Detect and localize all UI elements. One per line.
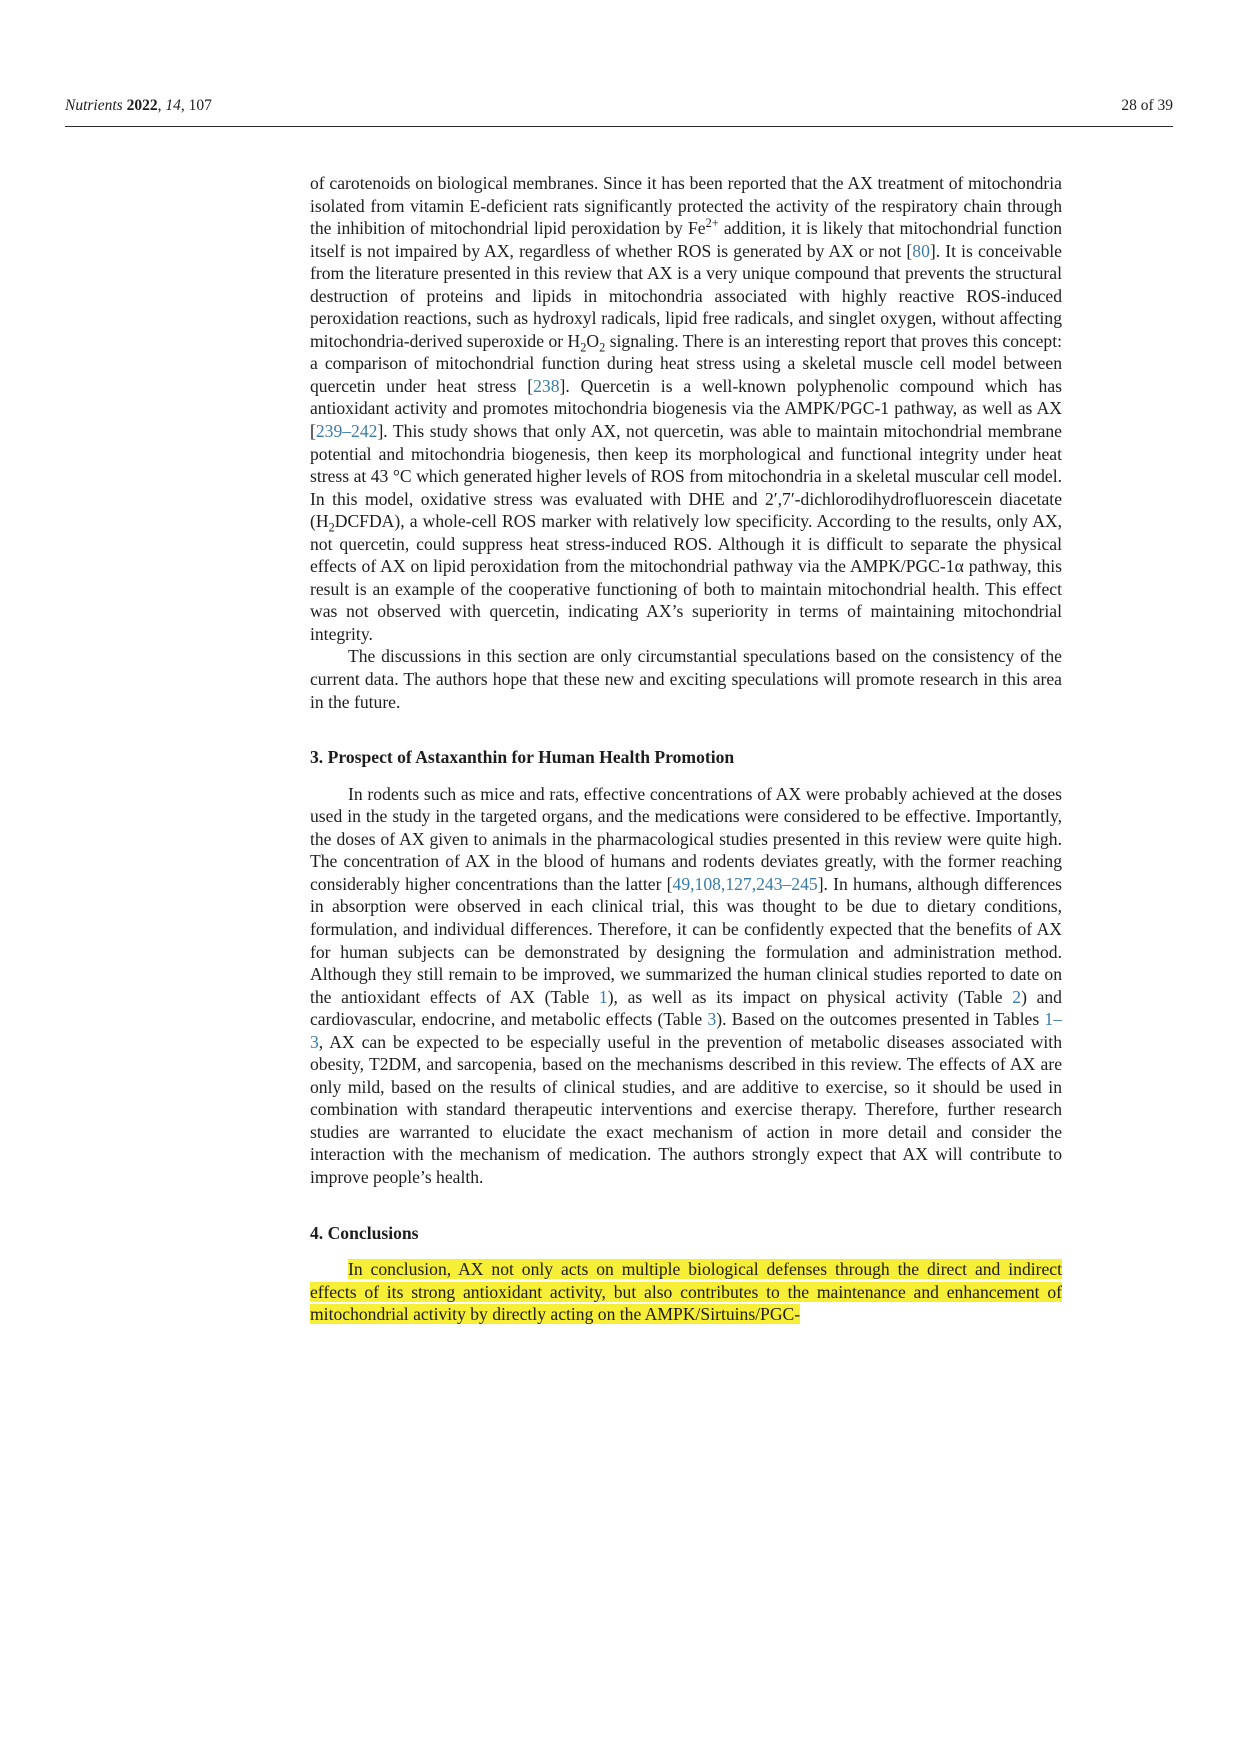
highlighted-text (310, 1259, 1062, 1324)
text-segment: of carotenoids on biological membranes. Since it has been reported that the AX treatment of mitochondria isolated from vitamin E-deficient rats significantly protected the activity of the respiratory chain through the inhibition of mitochondrial lipid peroxidation by Fe (310, 173, 1062, 239)
italic-text: Nutrients (65, 97, 123, 114)
italic-text: 14 (165, 97, 181, 114)
text-segment: , 107 (180, 97, 212, 114)
paragraph-conclusion (310, 1258, 1062, 1326)
subscript: 2 (328, 520, 335, 535)
text-segment: ]. In humans, although differences in absorption were observed in each clinical trial, this was thought to be due to dietary conditions, formulation, and individual differences. Therefore, it can be confidently expected that the benefits of AX for human subjects can be demonstrated by designing the formulation and administration method. Although they still remain to be improved, we summarized the human clinical studies reported to date on the antioxidant effects of AX (Table (310, 873, 1062, 1007)
text-segment: In conclusion, AX not only acts on multiple biological defenses through the direct and indirect effects of its strong antioxidant activity, but also contributes to the maintenance and enhancement of mitochondrial activity by directly acting on the AMPK/Sirtuins/PGC- (310, 1259, 1062, 1325)
citation-link[interactable]: 1–3 (310, 1009, 1063, 1052)
text-segment: , AX can be expected to be especially useful in the prevention of metabolic diseases associated with obesity, T2DM, and sarcopenia, based on the mechanisms described in this review. The effects of AX are only mild, based on the results of clinical studies, and are additive to exercise, so it should be used in combination with standard therapeutic interventions and exercise therapy. Therefore, further research studies are warranted to elucidate the exact mechanism of action in more detail and consider the interaction with the mechanism of medication. The authors strongly expect that AX will contribute to improve people’s health. (310, 1031, 1062, 1187)
page-number: 28 of 39 (1121, 97, 1173, 114)
text-segment: O (586, 330, 600, 351)
paragraph-human-health (310, 783, 1062, 1189)
text-segment: ]. This study shows that only AX, not quercetin, was able to maintain mitochondrial membrane potential and mitochondria biogenesis, then keep its morphological and functional integrity under heat stress at 43 °C which generated higher levels of ROS from mitochondria in a skeletal muscular cell model. In this model, oxidative stress was evaluated with DHE and 2′,7′-dichlorodihydrofluorescein diacetate (H (310, 421, 1062, 532)
paragraph-mitochondria (310, 172, 1062, 645)
text-segment: ) and cardiovascular, endocrine, and metabolic effects (Table (310, 986, 1062, 1030)
text-segment: addition, it is likely that mitochondrial function itself is not impaired by AX, regardless of whether ROS is generated by AX or not [ (310, 218, 1062, 261)
bold-text: 2022 (126, 97, 158, 114)
journal-citation (65, 97, 212, 115)
citation-link[interactable]: 238 (533, 375, 560, 396)
text-segment: DCFDA), a whole-cell ROS marker with relatively low specificity. According to the results, only AX, not quercetin, could suppress heat stress-induced ROS. Although it is difficult to separate the physical effects of AX on lipid peroxidation from the mitochondrial pathway via the AMPK/PGC-1α pathway, this result is an example of the cooperative functioning of both to maintain mitochondrial health. This effect was not observed with quercetin, indicating AX’s superiority in terms of maintaining mitochondrial integrity. (310, 511, 1062, 644)
text-segment: ). Based on the outcomes presented in Tables (716, 1009, 1045, 1030)
citation-link[interactable]: 49,108,127,243–245 (672, 873, 818, 894)
superscript: 2+ (705, 216, 719, 231)
text-segment: ]. Quercetin is a well-known polyphenolic compound which has antioxidant activity and promotes mitochondria biogenesis via the AMPK/PGC-1 pathway, as well as AX [ (310, 375, 1062, 442)
citation-link[interactable]: 1 (598, 986, 608, 1007)
subscript: 2 (580, 340, 587, 355)
text-segment: ), as well as its impact on physical activity (Table (607, 986, 1013, 1007)
section-heading-conclusions: 4. Conclusions (310, 1222, 419, 1243)
citation-link[interactable]: 3 (707, 1009, 717, 1030)
citation-link[interactable]: 80 (912, 240, 930, 261)
text-segment: In rodents such as mice and rats, effective concentrations of AX were probably achieved at the doses used in the study in the targeted organs, and the medications were considered to be effective. Importantly, the doses of AX given to animals in the pharmacological studies presented in this review were quite high. The concentration of AX in the blood of humans and rodents deviates greatly, with the former reaching considerably higher concentrations than the latter [ (310, 783, 1062, 894)
page-header (65, 97, 1173, 115)
article-body (310, 172, 1062, 1326)
text-segment: ]. It is conceivable from the literature presented in this review that AX is a very unique compound that prevents the structural destruction of proteins and lipids in mitochondria associated with highly reactive ROS-induced peroxidation reactions, such as hydroxyl radicals, lipid free radicals, and singlet oxygen, without affecting mitochondria-derived superoxide or H (310, 240, 1062, 351)
subscript: 2 (599, 340, 606, 355)
paragraph-discussions: The discussions in this section are only circumstantial speculations based on the consistency of the current data. The authors hope that these new and exciting speculations will promote research in this area in the future. (310, 646, 1062, 712)
citation-link[interactable]: 239–242 (315, 421, 378, 442)
header-divider (65, 126, 1173, 127)
section-heading-prospect: 3. Prospect of Astaxanthin for Human Health Promotion (310, 747, 735, 768)
citation-link[interactable]: 2 (1012, 986, 1022, 1007)
text-segment: , (157, 97, 166, 114)
text-segment: signaling. There is an interesting report that proves this concept: a comparison of mitochondrial function during heat stress using a skeletal muscle cell model between quercetin under heat stress [ (310, 330, 1062, 396)
